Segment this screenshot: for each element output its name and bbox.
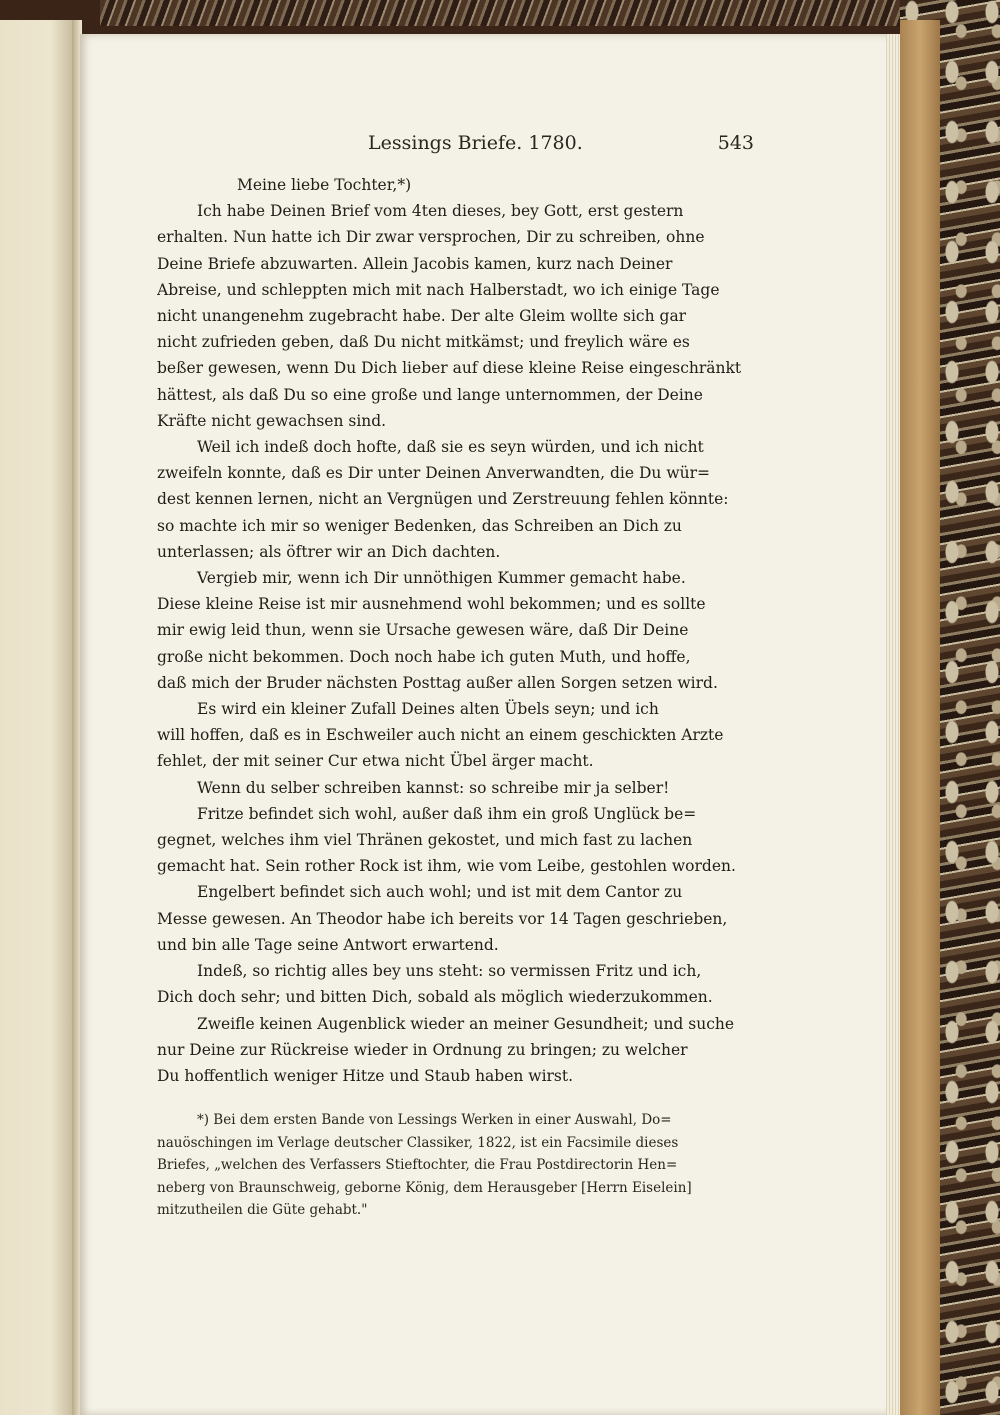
facing-page-edge (0, 20, 74, 1415)
text-line: Kräfte nicht gewachsen sind. (157, 411, 387, 430)
text-line: Abreise, und schleppten mich mit nach Halberstadt, wo ich einige Tage (157, 280, 720, 299)
text-line: daß mich der Bruder nächsten Posttag außer allen Sorgen setzen wird. (157, 673, 718, 692)
text-line: Messe gewesen. An Theodor habe ich bereits vor 14 Tagen geschrieben, (157, 909, 728, 928)
text-line: beßer gewesen, wenn Du Dich lieber auf diese kleine Reise eingeschränkt (157, 359, 742, 378)
text-line: gemacht hat. Sein rother Rock ist ihm, wie vom Leibe, gestohlen worden. (157, 857, 736, 876)
text-line: Vergieb mir, wenn ich Dir unnöthigen Kummer gemacht habe. (197, 569, 686, 588)
letter-body (157, 172, 755, 1089)
text-line: große nicht bekommen. Doch noch habe ich guten Muth, und hoffe, (157, 647, 691, 666)
running-head (80, 128, 892, 162)
footnote-line: neberg von Braunschweig, geborne König, dem Herausgeber [Herrn Eiselein] (157, 1179, 692, 1196)
page-stack-edge (886, 34, 900, 1415)
text-line: Dich doch sehr; und bitten Dich, sobald als möglich wiederzukommen. (157, 988, 713, 1007)
text-line: Zweifle keinen Augenblick wieder an meiner Gesundheit; und suche (197, 1014, 735, 1033)
text-line: mir ewig leid thun, wenn sie Ursache gewesen wäre, daß Dir Deine (157, 621, 689, 640)
board-edge (900, 20, 940, 1415)
text-line: Fritze befindet sich wohl, außer daß ihm ein groß Unglück be= (197, 804, 697, 823)
footnote-line: Briefes, „welchen des Verfassers Stieftochter, die Frau Postdirectorin Hen= (157, 1157, 678, 1173)
text-line: Du hoffentlich weniger Hitze und Staub haben wirst. (157, 1066, 574, 1085)
footnote (157, 1109, 757, 1222)
text-line: Indeß, so richtig alles bey uns steht: so vermissen Fritz und ich, (197, 962, 702, 981)
text-line: und bin alle Tage seine Antwort erwartend. (157, 935, 499, 954)
page-number: 543 (717, 132, 754, 154)
text-line: Engelbert befindet sich auch wohl; und ist mit dem Cantor zu (197, 883, 683, 902)
text-line: will hoffen, daß es in Eschweiler auch nicht an einem geschickten Arzte (157, 726, 724, 745)
letter-salutation: Meine liebe Tochter,*) (237, 176, 412, 194)
text-line: Diese kleine Reise ist mir ausnehmend wohl bekommen; und es sollte (157, 595, 706, 614)
text-line: zweifeln konnte, daß es Dir unter Deinen Anverwandten, die Du wür= (157, 464, 710, 483)
text-line: Ich habe Deinen Brief vom 4ten dieses, bey Gott, erst gestern (197, 202, 684, 221)
text-line: gegnet, welches ihm viel Thränen gekostet, und mich fast zu lachen (157, 831, 693, 850)
text-line: Deine Briefe abzuwarten. Allein Jacobis kamen, kurz nach Deiner (157, 254, 673, 273)
text-line: dest kennen lernen, nicht an Vergnügen und Zerstreuung fehlen könnte: (157, 490, 729, 509)
text-line: Weil ich indeß doch hofte, daß sie es seyn würden, und ich nicht (197, 438, 704, 457)
text-line: nur Deine zur Rückreise wieder in Ordnung zu bringen; zu welcher (157, 1040, 688, 1059)
text-line: unterlassen; als öftrer wir an Dich dachten. (157, 542, 501, 561)
footnote-line: mitzutheilen die Güte gehabt." (157, 1202, 368, 1218)
text-line: nicht zufrieden geben, daß Du nicht mitkämst; und freylich wäre es (157, 333, 690, 352)
text-line: so machte ich mir so weniger Bedenken, das Schreiben an Dich zu (157, 516, 682, 535)
footnote-line: *) Bei dem ersten Bande von Lessings Werken in einer Auswahl, Do= (197, 1112, 672, 1128)
marbled-board-top (100, 0, 1000, 26)
text-line: nicht unangenehm zugebracht habe. Der alte Gleim wollte sich gar (157, 307, 687, 326)
text-line: fehlet, der mit seiner Cur etwa nicht Übel ärger macht. (157, 752, 594, 771)
text-line: Wenn du selber schreiben kannst: so schreibe mir ja selber! (197, 778, 670, 797)
footnote-line: nauöschingen im Verlage deutscher Classiker, 1822, ist ein Facsimile dieses (157, 1134, 679, 1151)
text-line: Es wird ein kleiner Zufall Deines alten Übels seyn; und ich (197, 700, 659, 719)
running-title: Lessings Briefe. 1780. (368, 132, 583, 154)
text-line: erhalten. Nun hatte ich Dir zwar versprochen, Dir zu schreiben, ohne (157, 228, 705, 247)
text-line: hättest, als daß Du so eine große und lange unternommen, der Deine (157, 385, 703, 404)
